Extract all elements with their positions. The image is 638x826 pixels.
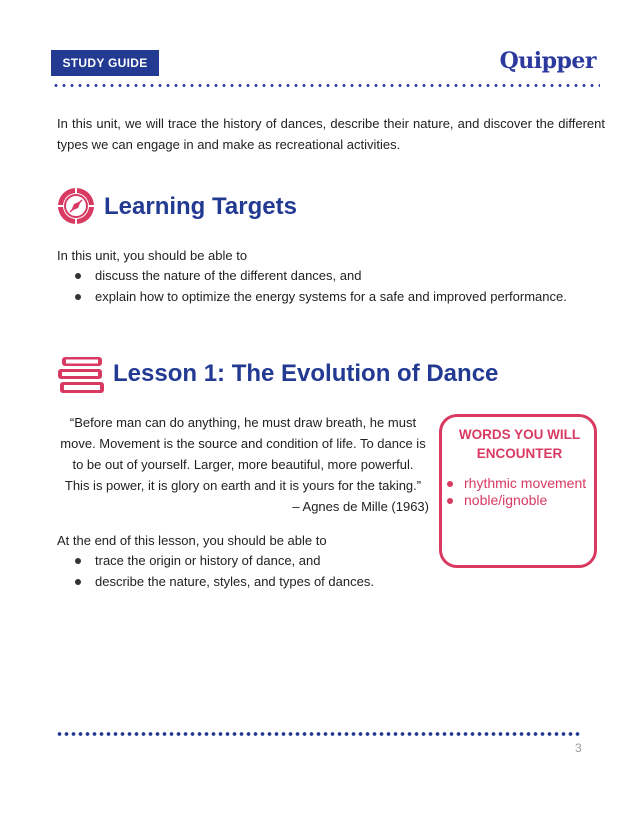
list-item: trace the origin or history of dance, and xyxy=(57,550,437,571)
learning-targets-heading: Learning Targets xyxy=(104,193,297,220)
words-box-title xyxy=(442,425,597,463)
lesson-objectives-list xyxy=(57,550,437,592)
lesson-1-heading: Lesson 1: The Evolution of Dance xyxy=(113,360,499,387)
words-list xyxy=(444,475,594,509)
study-guide-badge: STUDY GUIDE xyxy=(51,50,159,76)
books-icon xyxy=(56,355,106,395)
learning-targets-lead: In this unit, you should be able to xyxy=(57,248,248,263)
intro-paragraph: In this unit, we will trace the history of dances, describe their nature, and discover the different types we can engage in and make as recreational activities. xyxy=(57,116,605,152)
list-item: discuss the nature of the different dances, and xyxy=(57,265,617,286)
quote-attribution: – Agnes de Mille (1963) xyxy=(292,499,429,514)
list-item: describe the nature, styles, and types of dances. xyxy=(57,571,437,592)
words-box-title-line: WORDS YOU WILL xyxy=(458,427,581,442)
list-item: explain how to optimize the energy systems for a safe and improved performance. xyxy=(57,286,617,307)
brand-logo: Quipper xyxy=(499,48,596,74)
top-dotted-divider xyxy=(52,84,600,87)
bottom-dotted-divider xyxy=(56,732,582,736)
lesson-objectives-lead: At the end of this lesson, you should be able to xyxy=(57,533,327,548)
learning-targets-list xyxy=(57,265,617,307)
quote-line: to be out of yourself. Larger, more beautiful, more powerful. xyxy=(72,457,414,472)
quote-line: This is power, it is glory on earth and it is yours for the taking.” xyxy=(64,478,422,493)
quote-line: “Before man can do anything, he must draw breath, he must xyxy=(69,415,417,430)
page-number: 3 xyxy=(575,741,582,755)
quote-line: move. Movement is the source and condition of life. To dance is xyxy=(60,436,426,451)
vocabulary-item: rhythmic movement xyxy=(444,475,594,492)
target-compass-icon xyxy=(56,186,96,226)
words-box-title-line: ENCOUNTER xyxy=(476,446,563,461)
vocabulary-item: noble/ignoble xyxy=(444,492,594,509)
dance-quote xyxy=(55,412,431,517)
